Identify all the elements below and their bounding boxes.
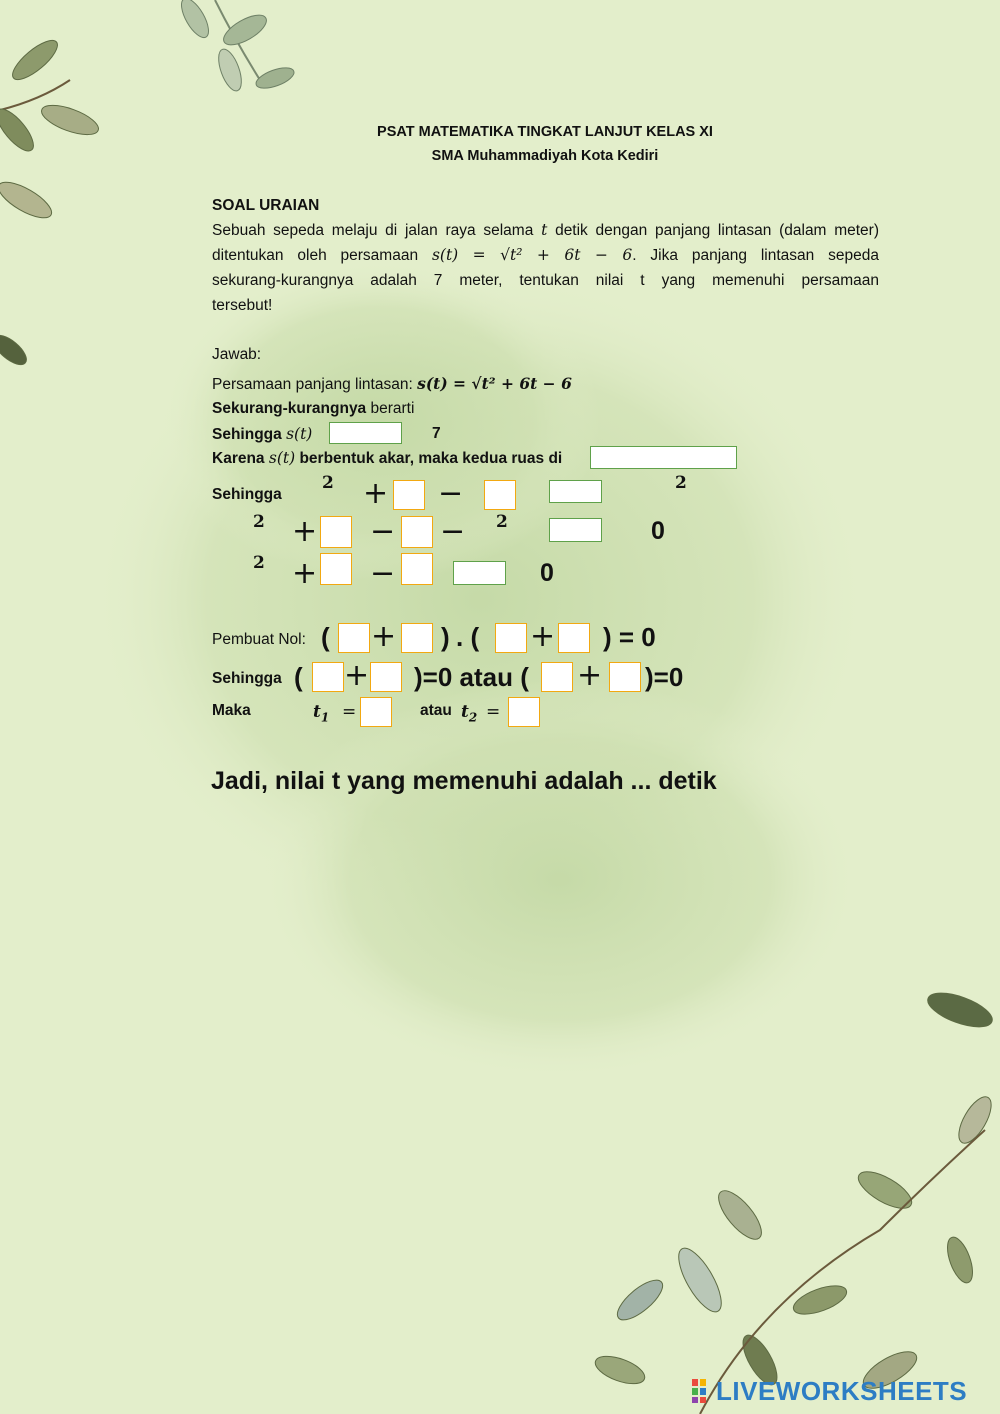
- question-formula: s(t) = √t² + 6t − 6: [431, 246, 633, 264]
- answer-box[interactable]: [320, 553, 352, 585]
- watermark[interactable]: LIVEWORKSHEETS: [716, 1376, 968, 1406]
- equals-zero: ) = 0: [603, 622, 656, 652]
- exponent-2: 2: [322, 473, 334, 493]
- answer-box[interactable]: [484, 480, 516, 510]
- exponent-2: 2: [253, 553, 265, 573]
- atau-label: atau: [420, 702, 452, 719]
- paren-open: (: [294, 662, 303, 692]
- relation-box[interactable]: [549, 518, 602, 542]
- equals-zero: )=0: [645, 662, 684, 692]
- question-heading: SOAL URAIAN: [212, 197, 320, 214]
- header-title: PSAT MATEMATIKA TINGKAT LANJUT KELAS XI: [377, 124, 713, 140]
- question-line-3: sekurang-kurangnya adalah 7 meter, tentukan nilai t yang memenuhi persamaan: [212, 272, 879, 289]
- t1-label: $t_1$: [313, 702, 330, 725]
- zero: 0: [540, 559, 554, 587]
- answer-box[interactable]: [312, 662, 344, 692]
- answer-box[interactable]: [541, 662, 573, 692]
- paren-close: ): [441, 622, 450, 652]
- question-line-4: tersebut!: [212, 297, 273, 314]
- karena-line: Karena s(t) berbentuk akar, maka kedua ruas di: [212, 449, 563, 467]
- answer-box[interactable]: [370, 662, 402, 692]
- answer-box[interactable]: [393, 480, 425, 510]
- exponent-2: 2: [496, 512, 508, 532]
- plus-sign: +: [292, 514, 318, 549]
- answer-label: Jawab:: [212, 346, 262, 363]
- maka-label: Maka: [212, 702, 251, 719]
- equals-zero-atau: )=0 atau (: [414, 662, 529, 692]
- plus-sign: +: [371, 619, 397, 654]
- sehingga-label-3: Sehingga: [212, 670, 282, 687]
- minus-sign: −: [370, 556, 396, 591]
- exponent-2: 2: [675, 473, 687, 493]
- equals-sign: =: [486, 702, 501, 722]
- sekurang-line: Sekurang-kurangnya berarti: [212, 400, 415, 417]
- header-school: SMA Muhammadiyah Kota Kediri: [431, 148, 659, 164]
- plus-sign: +: [577, 658, 603, 693]
- relation-box[interactable]: [549, 480, 602, 503]
- equals-sign: =: [342, 702, 357, 722]
- sehingga-label-2: Sehingga: [212, 486, 282, 503]
- sehingga-line-1: Sehingga s(t): [212, 425, 313, 443]
- answer-box[interactable]: [401, 516, 433, 548]
- liveworksheets-logo-icon: [692, 1379, 714, 1403]
- operation-answer-box[interactable]: [590, 446, 737, 469]
- inequality-answer-box[interactable]: [329, 422, 402, 444]
- paren-open: (: [321, 622, 330, 652]
- t2-label: $t_2$: [461, 702, 478, 725]
- answer-box[interactable]: [495, 623, 527, 653]
- question-text: [212, 218, 879, 318]
- question-line-2: ditentukan oleh persamaan s(t) = √t² + 6t − 6. Jika panjang lintasan sepeda: [212, 246, 879, 264]
- t1-answer-box[interactable]: [360, 697, 392, 727]
- plus-sign: +: [344, 658, 370, 693]
- minus-sign: −: [438, 476, 464, 511]
- t2-answer-box[interactable]: [508, 697, 540, 727]
- exponent-2: 2: [253, 512, 265, 532]
- question-line-1: Sebuah sepeda melaju di jalan raya selama t detik dengan panjang lintasan (dalam meter): [212, 221, 879, 239]
- answer-box[interactable]: [338, 623, 370, 653]
- value-seven: 7: [432, 425, 441, 442]
- answer-formula: s(t) = √t² + 6t − 6: [417, 374, 572, 393]
- answer-box[interactable]: [401, 623, 433, 653]
- answer-box[interactable]: [401, 553, 433, 585]
- minus-sign: −: [370, 514, 396, 549]
- pembuat-nol-label: Pembuat Nol:: [212, 631, 306, 648]
- dot-paren: . (: [456, 622, 480, 652]
- zero: 0: [651, 517, 665, 545]
- plus-sign: +: [363, 476, 389, 511]
- plus-sign: +: [292, 556, 318, 591]
- answer-equation: Persamaan panjang lintasan: s(t) = √t² + 6t − 6: [212, 374, 572, 393]
- minus-sign: −: [440, 514, 466, 549]
- conclusion-text: Jadi, nilai t yang memenuhi adalah ... detik: [211, 767, 717, 795]
- relation-box[interactable]: [453, 561, 506, 585]
- plus-sign: +: [530, 619, 556, 654]
- answer-box[interactable]: [558, 623, 590, 653]
- answer-box[interactable]: [609, 662, 641, 692]
- answer-box[interactable]: [320, 516, 352, 548]
